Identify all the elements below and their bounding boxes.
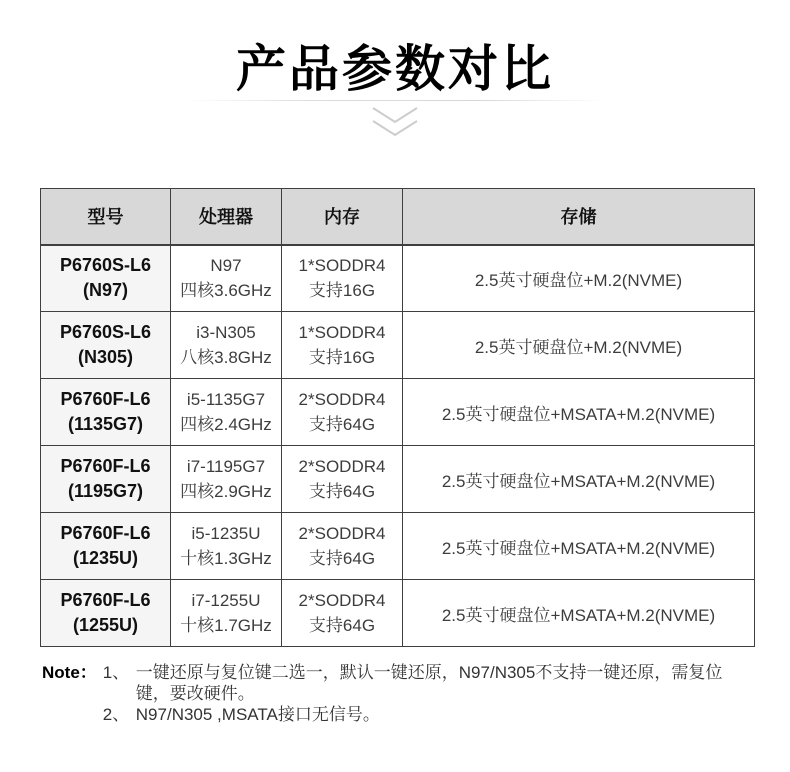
ram-line: 支持16G — [308, 281, 376, 301]
notes-section — [42, 662, 790, 725]
table-row — [41, 446, 755, 513]
cpu-cell — [171, 580, 282, 647]
storage-cell: 2.5英寸硬盘位+MSATA+M.2(NVME) — [403, 446, 755, 513]
cpu-line: 四核2.9GHz — [180, 482, 272, 501]
cpu-line: 八核3.8GHz — [180, 348, 272, 367]
note-items — [103, 662, 756, 725]
ram-cell — [282, 513, 403, 580]
ram-line: 支持64G — [308, 549, 376, 568]
cpu-line: i5-1235U — [191, 524, 261, 543]
title-divider — [185, 100, 605, 101]
note-item — [103, 662, 756, 704]
model-line: (1135G7) — [67, 414, 144, 434]
cpu-line: 四核3.6GHz — [180, 281, 272, 301]
cpu-cell — [171, 513, 282, 580]
cpu-line: 十核1.3GHz — [180, 549, 272, 568]
ram-line: 2*SODDR4 — [298, 390, 386, 409]
ram-cell — [282, 245, 403, 312]
cpu-cell — [171, 245, 282, 312]
ram-line: 2*SODDR4 — [298, 591, 386, 610]
table-row — [41, 379, 755, 446]
model-cell — [41, 312, 171, 379]
model-line: P6760F-L6 — [60, 389, 151, 409]
model-line: P6760F-L6 — [60, 456, 151, 476]
ram-cell — [282, 580, 403, 647]
cpu-cell — [171, 446, 282, 513]
ram-line: 2*SODDR4 — [298, 457, 386, 476]
table-header-row — [41, 189, 755, 245]
header-model: 型号 — [41, 189, 171, 245]
double-chevron-down-icon — [0, 105, 790, 141]
cpu-cell — [171, 379, 282, 446]
ram-line: 2*SODDR4 — [298, 524, 386, 543]
model-line: (N97) — [82, 280, 128, 301]
ram-cell — [282, 312, 403, 379]
ram-cell — [282, 446, 403, 513]
ram-cell — [282, 379, 403, 446]
storage-cell: 2.5英寸硬盘位+MSATA+M.2(NVME) — [403, 513, 755, 580]
ram-line: 支持64G — [308, 415, 376, 434]
model-cell — [41, 513, 171, 580]
model-cell — [41, 245, 171, 312]
table-row — [41, 580, 755, 647]
model-line: P6760S-L6 — [59, 255, 152, 276]
model-cell — [41, 379, 171, 446]
note-number: 1、 — [102, 663, 130, 682]
ram-line: 支持16G — [308, 348, 376, 367]
ram-line: 1*SODDR4 — [298, 256, 386, 276]
header-cpu: 处理器 — [171, 189, 282, 245]
model-cell — [41, 446, 171, 513]
note-text: 一键还原与复位键二选一，默认一键还原，N97/N305不支持一键还原，需复位键，要改硬件。 — [135, 663, 723, 703]
note-text: N97/N305 ,MSATA接口无信号。 — [135, 705, 380, 724]
storage-cell: 2.5英寸硬盘位+MSATA+M.2(NVME) — [403, 580, 755, 647]
header-ram: 内存 — [282, 189, 403, 245]
cpu-line: i3-N305 — [196, 323, 256, 342]
double-chevron-down-icon — [370, 105, 420, 141]
note-label: Note： — [42, 663, 97, 682]
cpu-line: i7-1195G7 — [186, 457, 266, 476]
table-row — [41, 245, 755, 312]
ram-line: 支持64G — [308, 482, 376, 501]
storage-cell: 2.5英寸硬盘位+M.2(NVME) — [403, 245, 755, 312]
model-line: P6760F-L6 — [60, 590, 151, 610]
storage-cell: 2.5英寸硬盘位+MSATA+M.2(NVME) — [403, 379, 755, 446]
cpu-line: 十核1.7GHz — [180, 616, 272, 635]
ram-line: 1*SODDR4 — [298, 323, 386, 342]
page-title: 产品参数对比 — [236, 41, 554, 97]
storage-cell: 2.5英寸硬盘位+M.2(NVME) — [403, 312, 755, 379]
cpu-line: i5-1135G7 — [186, 390, 266, 409]
header-storage: 存储 — [403, 189, 755, 245]
cpu-cell — [171, 312, 282, 379]
model-line: P6760S-L6 — [59, 322, 152, 342]
table-row — [41, 513, 755, 580]
model-line: (N305) — [77, 347, 134, 367]
model-cell — [41, 580, 171, 647]
spec-comparison-table — [40, 188, 755, 647]
table-row — [41, 312, 755, 379]
model-line: (1195G7) — [67, 481, 144, 501]
note-item — [103, 704, 756, 725]
model-line: (1235U) — [72, 548, 139, 568]
note-number: 2、 — [102, 705, 130, 724]
model-line: (1255U) — [72, 615, 139, 635]
cpu-line: N97 — [210, 256, 242, 276]
model-line: P6760F-L6 — [60, 523, 151, 543]
cpu-line: 四核2.4GHz — [180, 415, 272, 434]
cpu-line: i7-1255U — [191, 591, 261, 610]
ram-line: 支持64G — [308, 616, 376, 635]
